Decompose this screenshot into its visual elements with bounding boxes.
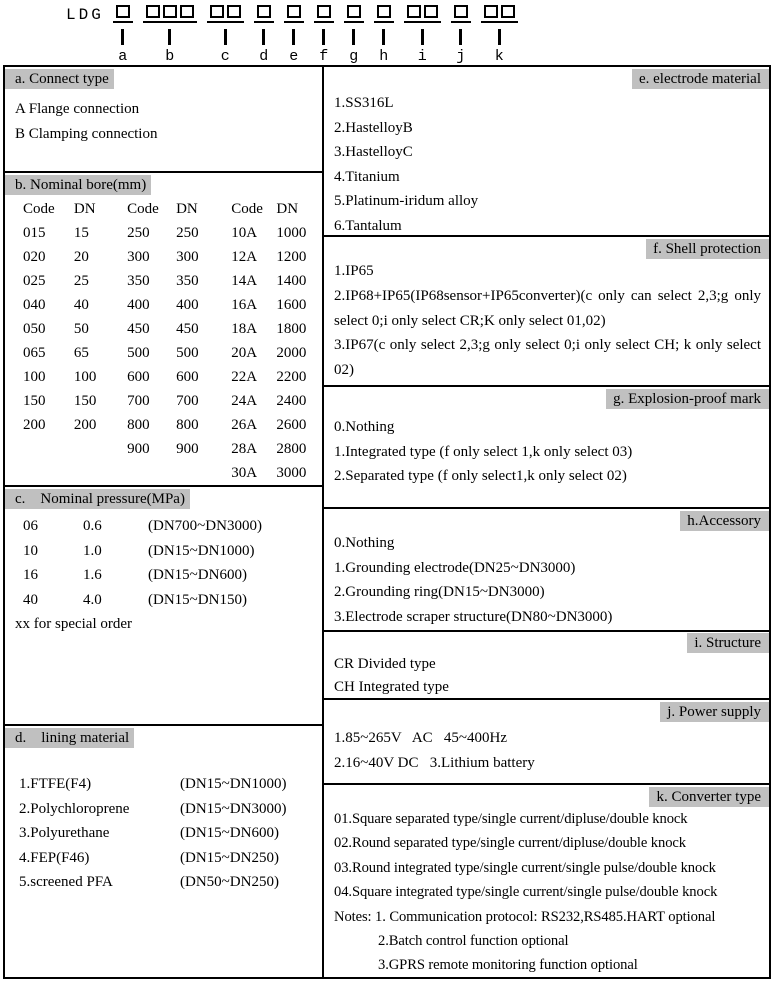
cell: 1.0: [83, 542, 102, 559]
section-structure: [324, 632, 769, 700]
code-boxes: [314, 5, 334, 23]
cell: 15: [73, 225, 89, 241]
cell: 14A: [231, 273, 258, 289]
cell: 100: [73, 369, 97, 385]
cell: (DN15~DN600): [148, 567, 247, 583]
table-row: [19, 821, 286, 846]
cell: 500: [127, 345, 150, 361]
section-title: a. Connect type: [5, 69, 114, 89]
option-item: 1.Integrated type (f only select 1,k only select 03): [334, 443, 633, 460]
code-box: [317, 5, 331, 18]
cell: [74, 461, 127, 485]
group-letter: c: [220, 48, 230, 65]
cell: 26A: [231, 417, 258, 433]
code-group-g: [344, 5, 364, 65]
cell: 2000: [276, 345, 307, 361]
cell: 040: [23, 297, 46, 313]
group-letter: h: [379, 48, 389, 65]
group-letter: g: [349, 48, 359, 65]
bore-table: [23, 197, 314, 485]
code-group-a: [113, 5, 133, 65]
leader-line: [262, 29, 265, 45]
code-group-j: [451, 5, 471, 65]
leader-line: [292, 29, 295, 45]
cell: 1800: [276, 321, 307, 337]
cell: 900: [176, 441, 199, 457]
option-item: 6.Tantalum: [334, 217, 402, 234]
code-boxes: [481, 5, 518, 23]
leader-line: [498, 29, 501, 45]
cell: (DN15~DN1000): [148, 542, 255, 559]
code-boxes: [451, 5, 471, 23]
option-item: 2.IP68+IP65(IP68sensor+IP65converter)(c only can select 2,3;g only select 0;i only select CR;K only select 01,02): [334, 287, 761, 329]
leader-line: [382, 29, 385, 45]
cell: (DN15~DN600): [180, 825, 279, 841]
cell: 1600: [276, 297, 307, 313]
col-header: DN: [276, 201, 299, 217]
section-nominal-pressure: [5, 487, 322, 726]
table-row: [19, 846, 286, 871]
col-header: Code: [23, 201, 55, 217]
cell: [23, 461, 74, 485]
cell: 2800: [276, 441, 307, 457]
section-power-supply: [324, 700, 769, 785]
table-row: [23, 461, 314, 485]
cell: 200: [73, 417, 97, 433]
cell: 700: [176, 393, 199, 409]
section-title: f. Shell protection: [646, 239, 769, 259]
spec-table: [3, 65, 771, 979]
cell: 015: [23, 225, 46, 241]
option-item: CR Divided type: [334, 656, 436, 672]
cell: 12A: [231, 249, 258, 265]
cell: 300: [176, 249, 199, 265]
table-row: [19, 772, 286, 797]
cell: 3.Polyurethane: [19, 825, 110, 841]
option-item: 5.Platinum-iridum alloy: [334, 193, 479, 209]
cell: 24A: [231, 393, 258, 409]
col-header: Code: [231, 201, 263, 217]
cell: (DN700~DN3000): [148, 518, 262, 534]
code-box: [210, 5, 224, 18]
code-group-e: [284, 5, 304, 65]
table-row: [23, 413, 314, 437]
leader-line: [168, 29, 171, 45]
pressure-table: [23, 514, 262, 612]
code-boxes: [207, 5, 244, 23]
section-title: k. Converter type: [649, 787, 769, 807]
cell: 450: [127, 321, 150, 337]
cell: 1200: [276, 249, 307, 265]
cell: 350: [176, 273, 199, 289]
cell: 16: [23, 567, 38, 583]
cell: 600: [127, 369, 150, 385]
code-boxes: [344, 5, 364, 23]
cell: 025: [23, 273, 46, 289]
code-box: [484, 5, 498, 18]
option-item: 02.Round separated type/single current/dipluse/double knock: [334, 835, 686, 852]
cell: 400: [127, 297, 150, 313]
cell: 65: [73, 345, 89, 361]
option-item: 4.Titanium: [334, 168, 400, 185]
group-letter: d: [259, 48, 269, 65]
option-item: 1.SS316L: [334, 95, 394, 111]
option-item: 0.Nothing: [334, 535, 395, 551]
cell: 150: [23, 393, 46, 409]
option-item: 01.Square separated type/single current/dipluse/double knock: [334, 811, 688, 827]
cell: 40: [73, 297, 89, 313]
cell: [176, 461, 231, 485]
option-item: 3.IP67(c only select 2,3;g only select 0;i only select CH; k only select 02): [334, 337, 761, 379]
table-row: [23, 389, 314, 413]
table-row: [23, 317, 314, 341]
cell: 065: [23, 345, 46, 361]
cell: 1000: [276, 225, 307, 241]
cell: (DN15~DN1000): [180, 776, 287, 792]
cell: 2.Polychloroprene: [19, 800, 130, 817]
code-box: [424, 5, 438, 18]
cell: 150: [73, 393, 97, 409]
section-converter-type: [324, 785, 769, 977]
code-box: [347, 5, 361, 18]
option-item: B Clamping connection: [15, 125, 158, 142]
option-item: 0.Nothing: [334, 419, 395, 435]
section-title: c. Nominal pressure(MPa): [5, 489, 190, 509]
code-boxes: [113, 5, 133, 23]
leader-line: [352, 29, 355, 45]
cell: 4.0: [83, 591, 102, 608]
code-group-f: [314, 5, 334, 65]
cell: 250: [176, 225, 199, 241]
cell: 500: [176, 345, 199, 361]
code-group-c: [207, 5, 244, 65]
cell: 020: [23, 249, 46, 265]
code-box: [287, 5, 301, 18]
option-item: CH Integrated type: [334, 679, 449, 695]
table-row: [19, 870, 286, 895]
cell: 1400: [276, 273, 307, 289]
group-letter: i: [417, 48, 427, 65]
section-electrode-material: [324, 67, 769, 237]
code-group-i: [404, 5, 441, 65]
code-boxes: [404, 5, 441, 23]
leader-line: [224, 29, 227, 45]
special-order-note: xx for special order: [15, 616, 133, 632]
cell: 50: [73, 321, 89, 337]
cell: 800: [127, 417, 150, 433]
option-item: 2.HastelloyB: [334, 119, 413, 136]
code-boxes: [374, 5, 394, 23]
cell: (DN15~DN150): [148, 591, 247, 608]
code-box: [163, 5, 177, 18]
cell: 200: [23, 417, 46, 433]
cell: 250: [127, 225, 150, 241]
table-row: [23, 365, 314, 389]
cell: 900: [127, 441, 150, 457]
col-header: Code: [127, 201, 159, 217]
section-title: b. Nominal bore(mm): [5, 175, 151, 195]
section-title: i. Structure: [687, 633, 769, 653]
cell: 20A: [231, 345, 258, 361]
cell: 300: [127, 249, 150, 265]
table-row: [23, 341, 314, 365]
cell: (DN50~DN250): [180, 874, 279, 890]
note-line: Notes: 1. Communication protocol: RS232,RS485.HART optional: [334, 908, 716, 925]
cell: 06: [23, 518, 38, 534]
cell: 30A: [231, 465, 258, 481]
cell: 0.6: [83, 518, 102, 534]
code-group-h: [374, 5, 394, 65]
table-header-row: [23, 197, 314, 221]
section-title: j. Power supply: [660, 702, 769, 722]
section-title: g. Explosion-proof mark: [606, 389, 769, 409]
section-lining-material: [5, 726, 322, 977]
model-prefix: LDG: [66, 6, 104, 24]
cell: 800: [176, 417, 199, 433]
model-code-diagram: [0, 0, 774, 65]
cell: 28A: [231, 441, 258, 457]
section-shell-protection: [324, 237, 769, 387]
code-box: [180, 5, 194, 18]
col-header: DN: [176, 201, 198, 217]
cell: 18A: [231, 321, 258, 337]
code-box: [454, 5, 468, 18]
option-item: 2.16~40V DC 3.Lithium battery: [334, 754, 535, 771]
note-line: 3.GPRS remote monitoring function optional: [378, 957, 638, 974]
code-boxes: [143, 5, 197, 23]
lining-table: [19, 772, 286, 895]
code-box: [146, 5, 160, 18]
code-box: [407, 5, 421, 18]
code-boxes: [284, 5, 304, 23]
left-column: [5, 67, 324, 977]
table-row: [23, 221, 314, 245]
col-header: DN: [73, 201, 96, 217]
group-letter: e: [289, 48, 299, 65]
section-explosion-proof-mark: [324, 387, 769, 509]
option-item: A Flange connection: [15, 101, 140, 117]
group-letter: b: [165, 48, 175, 65]
leader-line: [121, 29, 124, 45]
code-box: [501, 5, 515, 18]
section-nominal-bore: [5, 173, 322, 487]
cell: 700: [127, 393, 150, 409]
table-row: [23, 539, 262, 564]
table-row: [23, 437, 314, 461]
option-item: 2.Separated type (f only select1,k only select 02): [334, 468, 627, 484]
group-letter: j: [456, 48, 466, 65]
section-connect-type: [5, 67, 322, 173]
option-item: 3.HastelloyC: [334, 144, 413, 160]
option-item: 04.Square integrated type/single current/single pulse/double knock: [334, 884, 718, 901]
code-group-d: [254, 5, 274, 65]
leader-line: [421, 29, 424, 45]
cell: 5.screened PFA: [19, 874, 113, 890]
cell: 450: [176, 321, 199, 337]
option-item: 1.IP65: [334, 263, 374, 279]
option-item: 2.Grounding ring(DN15~DN3000): [334, 584, 545, 600]
cell: (DN15~DN3000): [180, 800, 287, 817]
group-letter: f: [319, 48, 329, 65]
table-row: [23, 293, 314, 317]
option-item: 1.85~265V AC 45~400Hz: [334, 730, 508, 746]
right-column: [324, 67, 769, 977]
table-row: [23, 563, 262, 588]
section-title: d. lining material: [5, 728, 134, 748]
cell: 350: [127, 273, 150, 289]
code-group-b: [143, 5, 197, 65]
code-boxes: [254, 5, 274, 23]
section-accessory: [324, 509, 769, 632]
leader-line: [322, 29, 325, 45]
section-title: h.Accessory: [680, 511, 769, 531]
cell: 16A: [231, 297, 258, 313]
code-box: [116, 5, 130, 18]
cell: 100: [23, 369, 46, 385]
table-row: [19, 797, 286, 822]
code-box: [227, 5, 241, 18]
cell: [74, 437, 127, 461]
cell: 400: [176, 297, 199, 313]
table-row: [23, 245, 314, 269]
note-line: 2.Batch control function optional: [378, 933, 569, 950]
code-box: [257, 5, 271, 18]
cell: 2200: [276, 369, 307, 385]
cell: [127, 461, 176, 485]
cell: 1.FTFE(F4): [19, 776, 92, 792]
table-row: [23, 588, 262, 613]
cell: 600: [176, 369, 199, 385]
cell: [23, 437, 74, 461]
cell: 3000: [276, 465, 307, 481]
cell: 2400: [276, 393, 307, 409]
option-item: 1.Grounding electrode(DN25~DN3000): [334, 559, 576, 576]
option-item: 03.Round integrated type/single current/single pulse/double knock: [334, 859, 716, 876]
code-groups: [113, 5, 518, 65]
code-box: [377, 5, 391, 18]
cell: 2600: [276, 417, 307, 433]
cell: 40: [23, 591, 38, 608]
cell: 050: [23, 321, 46, 337]
cell: 20: [73, 249, 89, 265]
leader-line: [459, 29, 462, 45]
group-letter: a: [118, 48, 128, 65]
cell: (DN15~DN250): [180, 849, 279, 866]
section-title: e. electrode material: [632, 69, 769, 89]
group-letter: k: [494, 48, 504, 65]
table-row: [23, 269, 314, 293]
cell: 1.6: [83, 567, 102, 583]
code-group-k: [481, 5, 518, 65]
cell: 4.FEP(F46): [19, 849, 90, 866]
cell: 10A: [231, 225, 258, 241]
cell: 22A: [231, 369, 258, 385]
table-row: [23, 514, 262, 539]
option-item: 3.Electrode scraper structure(DN80~DN3000): [334, 608, 613, 625]
cell: 25: [73, 273, 89, 289]
cell: 10: [23, 542, 38, 559]
